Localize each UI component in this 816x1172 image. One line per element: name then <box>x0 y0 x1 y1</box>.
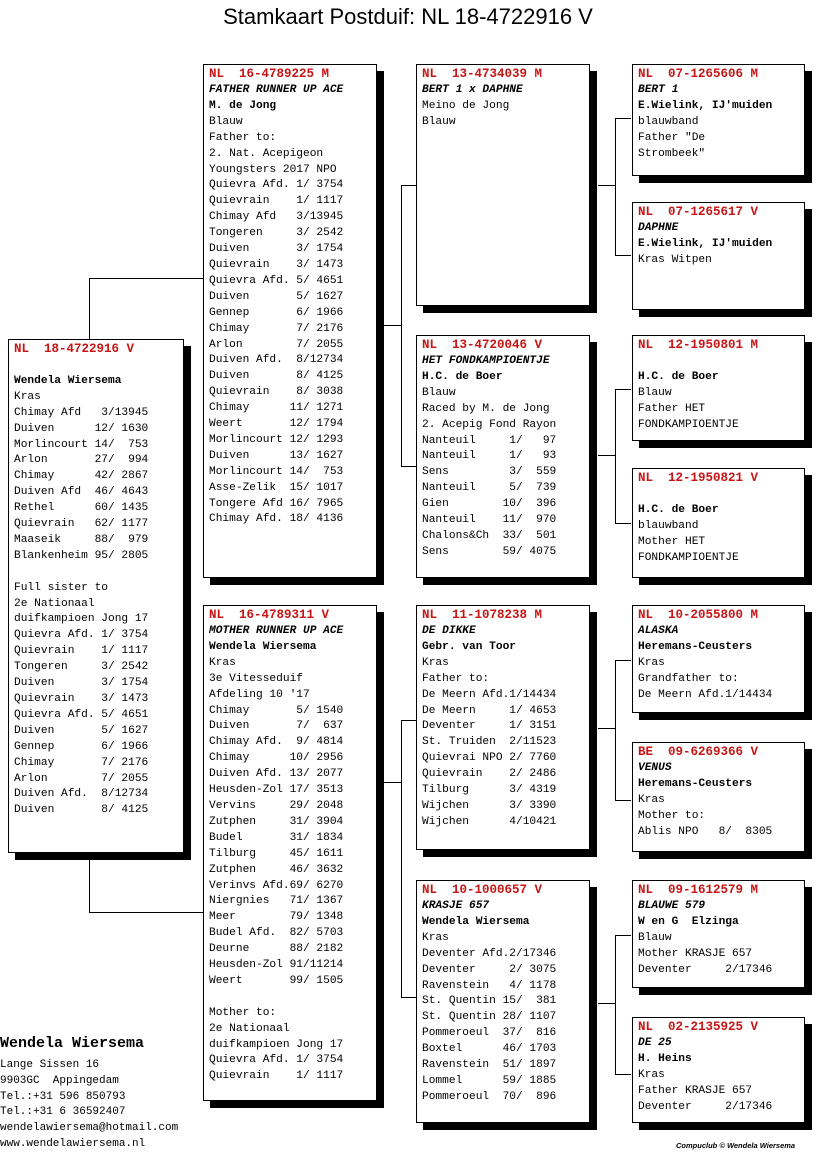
pedigree-card-mfm <box>632 742 805 852</box>
connector-line <box>89 852 90 912</box>
card-line: Nanteuil 11/ 970 <box>422 514 557 527</box>
card-line: Chimay 11/ 1271 <box>209 402 344 415</box>
card-line: Kras <box>422 931 449 944</box>
card-line: Tongeren 3/ 2542 <box>14 661 149 674</box>
ring-number: NL 13-4734039 M <box>422 67 543 81</box>
connector-line <box>615 800 631 801</box>
card-line: Meer 79/ 1348 <box>209 911 344 924</box>
card-line: Chimay 7/ 2176 <box>14 756 149 769</box>
card-line: Tongeren 3/ 2542 <box>209 227 344 240</box>
connector-line <box>401 466 416 467</box>
card-line: Quievrain 3/ 1473 <box>14 693 149 705</box>
card-line: duifkampioen Jong 17 <box>14 613 149 626</box>
connector-line <box>615 660 616 800</box>
pedigree-card-father-father <box>416 64 590 306</box>
connector-line <box>598 728 616 729</box>
card-line: Quievra Afd. 1/ 3754 <box>209 179 344 192</box>
card-line: Ravenstein 51/ 1897 <box>422 1059 557 1072</box>
card-line: Kras <box>422 656 449 669</box>
pedigree-card-father <box>203 64 377 578</box>
pigeon-name: BERT 1 <box>638 84 679 96</box>
breeder-name: Heremans-Ceusters <box>638 640 753 653</box>
connector-line <box>615 389 616 523</box>
connector-line <box>615 118 616 255</box>
pedigree-card-mother-father <box>416 605 590 850</box>
card-line: Duiven 12/ 1630 <box>14 422 149 435</box>
card-line: Meino de Jong <box>422 99 510 112</box>
ring-number: NL 12-1950821 V <box>638 471 759 485</box>
breeder-name: Wendela Wiersema <box>209 640 317 653</box>
card-line: Chalons&Ch 33/ 501 <box>422 529 557 542</box>
connector-line <box>598 1003 616 1004</box>
ring-number: NL 09-1612579 M <box>638 883 759 897</box>
card-line: Blauw <box>422 386 456 399</box>
card-line: Duiven Afd. 8/12734 <box>209 354 344 367</box>
card-line: duifkampioen Jong 17 <box>209 1038 344 1051</box>
card-line: Arlon 7/ 2055 <box>14 772 149 785</box>
card-line: Full sister to <box>14 581 108 594</box>
card-line: Zutphen 46/ 3632 <box>209 863 344 876</box>
card-line: Father KRASJE 657 <box>638 1084 753 1097</box>
card-line: Grandfather to: <box>638 672 739 685</box>
card-line: Gennep 6/ 1966 <box>14 740 149 753</box>
card-line: Pommeroeul 70/ 896 <box>422 1090 557 1103</box>
card-line: Chimay Afd 3/13945 <box>209 211 344 224</box>
card-line: Chimay Afd. 9/ 4814 <box>209 736 344 749</box>
card-line: Kras <box>638 656 665 669</box>
card-line: Kras <box>638 793 665 806</box>
card-line: Duiven 8/ 4125 <box>209 370 344 383</box>
card-line: Deventer 2/17346 <box>638 1100 773 1113</box>
card-line: Blankenheim 95/ 2805 <box>14 549 149 562</box>
card-line: blauwband <box>638 519 699 532</box>
breeder-name: E.Wielink, IJ'muiden <box>638 99 773 112</box>
card-line: De Meern 1/ 4653 <box>422 704 557 717</box>
card-line: Duiven 3/ 1754 <box>14 677 149 690</box>
card-line: Mother HET <box>638 535 706 548</box>
card-line: Quievrain 1/ 1117 <box>209 195 344 208</box>
card-line: Quievrain 62/ 1177 <box>14 518 149 531</box>
owner-postcode-city: 9903GC Appingedam <box>0 1074 119 1087</box>
card-line: Verinvs Afd.69/ 6270 <box>209 879 344 892</box>
connector-line <box>401 185 402 466</box>
card-line: Kras <box>638 1068 665 1081</box>
card-line: Mother to: <box>638 809 706 822</box>
card-line: Rethel 60/ 1435 <box>14 502 149 515</box>
card-line: Deventer 2/17346 <box>638 963 773 976</box>
card-line: Quievra Afd. 1/ 3754 <box>14 629 149 642</box>
card-line: Quievra Afd. 5/ 4651 <box>14 708 149 721</box>
card-line: Kras Witpen <box>638 253 712 266</box>
card-line: Duiven 8/ 4125 <box>14 804 149 817</box>
card-line: Quievra Afd. 1/ 3754 <box>209 1054 344 1067</box>
card-line: Duiven Afd 46/ 4643 <box>14 486 149 499</box>
card-line: Zutphen 31/ 3904 <box>209 815 344 828</box>
spacer <box>14 565 178 581</box>
pedigree-card-father-mother <box>416 335 590 578</box>
ring-number: NL 10-1000657 V <box>422 883 543 897</box>
card-line: St. Quentin 28/ 1107 <box>422 1011 557 1024</box>
card-line: Wijchen 3/ 3390 <box>422 799 557 812</box>
pigeon-name: BERT 1 x DAPHNE <box>422 84 523 96</box>
card-line: Duiven 7/ 637 <box>209 720 344 733</box>
pedigree-card-subject <box>8 339 184 853</box>
card-line: St. Quentin 15/ 381 <box>422 995 557 1008</box>
card-line: St. Truiden 2/11523 <box>422 736 557 749</box>
pigeon-name: ALASKA <box>638 625 679 637</box>
page-title: Stamkaart Postduif: NL 18-4722916 V <box>223 4 593 29</box>
card-line: FONDKAMPIOENTJE <box>638 551 739 564</box>
card-line: De Meern Afd.1/14434 <box>638 688 773 701</box>
owner-website[interactable]: www.wendelawiersema.nl <box>0 1137 146 1150</box>
card-line: Deventer Afd.2/17346 <box>422 947 557 960</box>
card-line: De Meern Afd.1/14434 <box>422 688 557 701</box>
card-line: Boxtel 46/ 1703 <box>422 1043 557 1056</box>
ring-number: NL 16-4789311 V <box>209 608 330 622</box>
pigeon-name: DE 25 <box>638 1037 672 1049</box>
card-line: Blauw <box>638 931 672 944</box>
card-line: FONDKAMPIOENTJE <box>638 418 739 431</box>
card-line: Duiven 3/ 1754 <box>209 243 344 256</box>
card-line: Quievrain 2/ 2486 <box>422 768 557 781</box>
spacer <box>638 354 799 370</box>
footer-copyright: Compuclub © Wendela Wiersema <box>676 1141 796 1150</box>
ring-number: NL 11-1078238 M <box>422 608 543 622</box>
pedigree-card-mmm <box>632 1017 805 1123</box>
ring-number: NL 07-1265606 M <box>638 67 759 81</box>
connector-line <box>382 782 402 783</box>
breeder-name: W en G Elzinga <box>638 915 739 928</box>
card-line: Nanteuil 1/ 93 <box>422 450 557 463</box>
pigeon-name: VENUS <box>638 762 672 774</box>
card-line: blauwband <box>638 115 699 128</box>
connector-line <box>615 255 631 256</box>
pedigree-card-fmf <box>632 335 805 441</box>
spacer <box>209 990 371 1006</box>
card-line: Arlon 7/ 2055 <box>209 338 344 351</box>
connector-line <box>615 935 631 936</box>
card-line: Deventer 2/ 3075 <box>422 963 557 976</box>
pigeon-name: DE DIKKE <box>422 625 476 637</box>
breeder-name: H. Heins <box>638 1052 692 1065</box>
card-line: Duiven Afd. 13/ 2077 <box>209 768 344 781</box>
ring-number: BE 09-6269366 V <box>638 745 759 759</box>
card-line: Blauw <box>422 115 456 128</box>
card-line: Ravenstein 4/ 1178 <box>422 979 557 992</box>
card-line: Tilburg 3/ 4319 <box>422 784 557 797</box>
card-line: Raced by M. de Jong <box>422 402 550 415</box>
card-line: Kras <box>209 656 236 669</box>
breeder-name: H.C. de Boer <box>422 370 503 383</box>
card-line: Morlincourt 12/ 1293 <box>209 433 344 446</box>
card-line: Duiven Afd. 8/12734 <box>14 788 149 801</box>
card-line: Mother KRASJE 657 <box>638 947 753 960</box>
breeder-name: M. de Jong <box>209 99 277 112</box>
card-line: Duiven 13/ 1627 <box>209 449 344 462</box>
owner-phone-2: Tel.:+31 6 36592407 <box>0 1106 126 1119</box>
card-line: Sens 3/ 559 <box>422 466 557 479</box>
owner-phone-1: Tel.:+31 596 850793 <box>0 1090 126 1103</box>
breeder-name: H.C. de Boer <box>638 370 719 383</box>
card-line: Deurne 88/ 2182 <box>209 943 344 956</box>
card-line: 2. Nat. Acepigeon <box>209 147 324 160</box>
breeder-name: Heremans-Ceusters <box>638 777 753 790</box>
connector-line <box>615 660 631 661</box>
connector-line <box>89 278 204 279</box>
connector-line <box>89 278 90 340</box>
card-line: Wijchen 4/10421 <box>422 815 557 828</box>
card-line: Duiven 5/ 1627 <box>209 290 344 303</box>
breeder-name: E.Wielink, IJ'muiden <box>638 237 773 250</box>
owner-name: Wendela Wiersema <box>0 1035 145 1052</box>
card-line: Morlincourt 14/ 753 <box>209 465 344 478</box>
connector-line <box>598 455 616 456</box>
ring-number: NL 16-4789225 M <box>209 67 330 81</box>
pigeon-name: BLAUWE 579 <box>638 900 706 912</box>
card-line: Ablis NPO 8/ 8305 <box>638 825 773 838</box>
card-line: Weert 99/ 1505 <box>209 974 344 987</box>
connector-line <box>401 720 416 721</box>
pigeon-name: DAPHNE <box>638 222 679 234</box>
pedigree-card-mff <box>632 605 805 713</box>
connector-line <box>401 997 416 998</box>
owner-contact-block <box>0 1034 178 1153</box>
card-line: Budel 31/ 1834 <box>209 831 344 844</box>
card-line: Mother to: <box>209 1006 277 1019</box>
card-line: 2e Nationaal <box>14 597 95 610</box>
card-line: Blauw <box>209 115 243 128</box>
ring-number: NL 02-2135925 V <box>638 1020 759 1034</box>
card-line: Morlincourt 14/ 753 <box>14 438 149 451</box>
card-line: Father HET <box>638 402 706 415</box>
card-line: Sens 59/ 4075 <box>422 545 557 558</box>
card-line: Heusden-Zol 91/11214 <box>209 959 344 972</box>
owner-email[interactable]: wendelawiersema@hotmail.com <box>0 1122 179 1135</box>
card-line: Youngsters 2017 NPO <box>209 163 337 176</box>
card-line: Nanteuil 1/ 97 <box>422 434 557 447</box>
breeder-name: Gebr. van Toor <box>422 640 516 653</box>
card-line: Chimay 10/ 2956 <box>209 752 344 765</box>
owner-address: Lange Sissen 16 <box>0 1059 100 1071</box>
ring-number: NL 07-1265617 V <box>638 205 759 219</box>
breeder-name: Wendela Wiersema <box>422 915 530 928</box>
connector-line <box>401 185 416 186</box>
card-line: Niergnies 71/ 1367 <box>209 895 344 908</box>
card-line: Gien 10/ 396 <box>422 498 557 511</box>
spacer <box>14 358 178 374</box>
card-line: Chimay 7/ 2176 <box>209 322 344 335</box>
card-line: Chimay Afd 3/13945 <box>14 406 149 419</box>
ring-number: NL 12-1950801 M <box>638 338 759 352</box>
card-line: Arlon 27/ 994 <box>14 454 149 467</box>
card-line: Pommeroeul 37/ 816 <box>422 1027 557 1040</box>
card-line: Quievra Afd. 5/ 4651 <box>209 274 344 287</box>
ring-number: NL 13-4720046 V <box>422 338 543 352</box>
card-line: Father to: <box>422 672 490 685</box>
connector-line <box>401 720 402 997</box>
pigeon-name: HET FONDKAMPIOENTJE <box>422 355 550 367</box>
card-line: Vervins 29/ 2048 <box>209 799 344 812</box>
connector-line <box>598 185 616 186</box>
card-line: Nanteuil 5/ 739 <box>422 482 557 495</box>
card-line: Chimay 42/ 2867 <box>14 470 149 483</box>
card-line: Gennep 6/ 1966 <box>209 306 344 319</box>
card-line: 2. Acepig Fond Rayon <box>422 418 557 431</box>
spacer <box>638 487 799 503</box>
card-line: Father to: <box>209 131 277 144</box>
connector-line <box>615 118 631 119</box>
card-line: Quievrai NPO 2/ 7760 <box>422 752 557 765</box>
connector-line <box>615 935 616 1074</box>
card-line: Quievrain 8/ 3038 <box>209 386 344 399</box>
card-line: Duiven 5/ 1627 <box>14 724 149 737</box>
ring-number: NL 18-4722916 V <box>14 342 135 356</box>
breeder-name: Wendela Wiersema <box>14 374 122 387</box>
card-line: Strombeek" <box>638 147 706 160</box>
pigeon-name: FATHER RUNNER UP ACE <box>209 84 344 96</box>
pedigree-card-fff <box>632 64 805 176</box>
connector-line <box>615 389 631 390</box>
card-line: Chimay 5/ 1540 <box>209 704 344 717</box>
card-line: Heusden-Zol 17/ 3513 <box>209 784 344 797</box>
connector-line <box>382 325 402 326</box>
pedigree-card-mother-mother <box>416 880 590 1123</box>
card-line: Tilburg 45/ 1611 <box>209 847 344 860</box>
card-line: Quievrain 1/ 1117 <box>209 1070 344 1083</box>
card-line: Quievrain 3/ 1473 <box>209 258 344 271</box>
pedigree-card-mother <box>203 605 377 1101</box>
connector-line <box>615 1074 631 1075</box>
card-line: Asse-Zelik 15/ 1017 <box>209 481 344 494</box>
card-line: Maaseik 88/ 979 <box>14 533 149 546</box>
card-line: Father "De <box>638 131 706 144</box>
ring-number: NL 10-2055800 M <box>638 608 759 622</box>
pedigree-card-fmm <box>632 468 805 578</box>
card-line: Lommel 59/ 1885 <box>422 1074 557 1087</box>
card-line: Tongere Afd 16/ 7965 <box>209 497 344 510</box>
card-line: Chimay Afd. 18/ 4136 <box>209 513 344 526</box>
pigeon-name: KRASJE 657 <box>422 900 490 912</box>
card-line: 3e Vitesseduif <box>209 672 303 685</box>
card-line: Blauw <box>638 386 672 399</box>
pedigree-card-mmf <box>632 880 805 988</box>
card-line: Deventer 1/ 3151 <box>422 720 557 733</box>
card-line: Budel Afd. 82/ 5703 <box>209 927 344 940</box>
card-line: Weert 12/ 1794 <box>209 418 344 431</box>
connector-line <box>89 912 204 913</box>
breeder-name: H.C. de Boer <box>638 503 719 516</box>
pigeon-name: MOTHER RUNNER UP ACE <box>209 625 344 637</box>
card-line: Afdeling 10 '17 <box>209 688 310 701</box>
card-line: 2e Nationaal <box>209 1022 290 1035</box>
card-line: Quievrain 1/ 1117 <box>14 645 149 658</box>
card-line: Kras <box>14 390 41 403</box>
pedigree-card-ffm <box>632 202 805 310</box>
connector-line <box>615 523 631 524</box>
